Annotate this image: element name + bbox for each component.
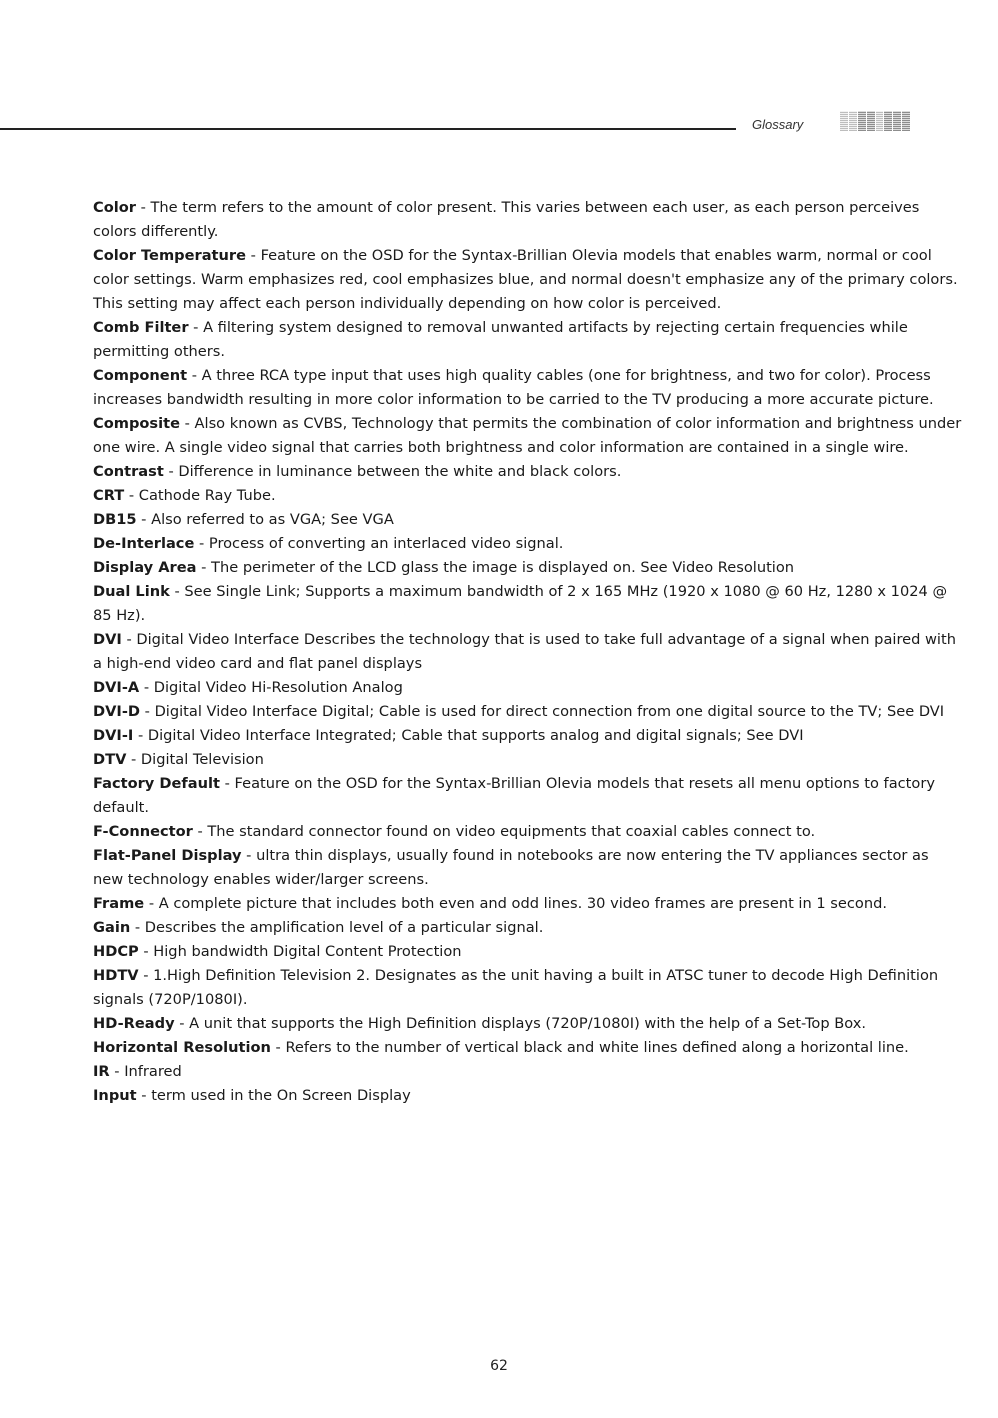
glossary-definition: ultra thin displays, usually found in notebooks are now entering the TV appliances sector as new technology enables wider/larger screens.	[93, 847, 929, 888]
page-number: 62	[490, 1358, 508, 1374]
glossary-definition: High bandwidth Digital Content Protection	[153, 943, 462, 960]
glossary-definition: Digital Video Interface Digital; Cable is used for direct connection from one digital source to the TV; See DVI	[154, 703, 945, 720]
glossary-term: Component	[93, 367, 188, 384]
glossary-entry: Color Temperature - Feature on the OSD for the Syntax-Brillian Olevia models that enables warm, normal or cool color settings. Warm emphasizes red, cool emphasizes blue, and normal doesn't emphasize any of the primary colors. This setting may affect each person individually depending on how color is perceived.	[93, 247, 958, 312]
glossary-term: Dual Link	[93, 583, 170, 600]
glossary-definition: Infrared	[124, 1063, 182, 1080]
glossary-entry: HD-Ready - A unit that supports the High Definition displays (720P/1080I) with the help of a Set-Top Box.	[93, 1015, 867, 1032]
glossary-entry: DVI-I - Digital Video Interface Integrated; Cable that supports analog and digital signals; See DVI	[93, 727, 804, 744]
section-title: Glossary	[752, 117, 804, 132]
glossary-entry: Frame - A complete picture that includes both even and odd lines. 30 video frames are present in 1 second.	[93, 895, 887, 912]
glossary-entry: Display Area - The perimeter of the LCD glass the image is displayed on. See Video Resolution	[93, 559, 795, 576]
glossary-term: Composite	[93, 415, 180, 432]
glossary-term: F-Connector	[93, 823, 193, 840]
glossary-definition: See Single Link; Supports a maximum bandwidth of 2 x 165 MHz (1920 x 1080 @ 60 Hz, 1280 x 1024 @ 85 Hz).	[93, 583, 948, 624]
glossary-definition: term used in the On Screen Display	[151, 1087, 411, 1104]
glossary-term: DVI-I	[93, 727, 134, 744]
glossary-entry: Component - A three RCA type input that uses high quality cables (one for brightness, and two for color). Process increases bandwidth resulting in more color information to be carried to the TV producing a more accurate picture.	[93, 367, 934, 408]
glossary-definition: Digital Video Interface Describes the technology that is used to take full advantage of a signal when paired with a high-end video card and flat panel displays	[93, 631, 956, 672]
glossary-term: DB15	[93, 511, 137, 528]
glossary-entry: De-Interlace - Process of converting an interlaced video signal.	[93, 535, 564, 552]
glossary-entry: DTV - Digital Television	[93, 751, 264, 768]
header-decoration	[840, 111, 910, 131]
glossary-term: DTV	[93, 751, 127, 768]
glossary-definition: Describes the amplification level of a particular signal.	[144, 919, 544, 936]
glossary-term: HDCP	[93, 943, 139, 960]
glossary-entry: DB15 - Also referred to as VGA; See VGA	[93, 511, 394, 528]
glossary-entry: Factory Default - Feature on the OSD for the Syntax-Brillian Olevia models that resets all menu options to factory default.	[93, 775, 935, 816]
glossary-entry: IR - Infrared	[93, 1063, 182, 1080]
glossary-term: Gain	[93, 919, 131, 936]
glossary-entry: F-Connector - The standard connector found on video equipments that coaxial cables connect to.	[93, 823, 816, 840]
glossary-entry: Comb Filter - A filtering system designed to removal unwanted artifacts by rejecting certain frequencies while permitting others.	[93, 319, 908, 360]
glossary-entry: DVI-D - Digital Video Interface Digital; Cable is used for direct connection from one digital source to the TV; See DVI	[93, 703, 945, 720]
glossary-entry: Input - term used in the On Screen Display	[93, 1087, 411, 1104]
glossary-definition: Difference in luminance between the white and black colors.	[178, 463, 622, 480]
glossary-definition: Process of converting an interlaced video signal.	[208, 535, 564, 552]
glossary-term: Color	[93, 199, 136, 216]
glossary-term: Contrast	[93, 463, 164, 480]
glossary-entry: Dual Link - See Single Link; Supports a maximum bandwidth of 2 x 165 MHz (1920 x 1080 @ 60 Hz, 1280 x 1024 @ 85 Hz).	[93, 583, 948, 624]
glossary-term: Flat-Panel Display	[93, 847, 242, 864]
glossary-definition: 1.High Definition Television 2. Designates as the unit having a built in ATSC tuner to decode High Definition signals (720P/1080I).	[93, 967, 939, 1008]
glossary-definition: Feature on the OSD for the Syntax-Brillian Olevia models that resets all menu options to factory default.	[93, 775, 935, 816]
glossary-term: Input	[93, 1087, 137, 1104]
glossary-term: De-Interlace	[93, 535, 195, 552]
glossary-term: HDTV	[93, 967, 139, 984]
glossary-definition: Also referred to as VGA; See VGA	[151, 511, 394, 528]
glossary-entry: Gain - Describes the amplification level of a particular signal.	[93, 919, 544, 936]
glossary-entry: Contrast - Difference in luminance between the white and black colors.	[93, 463, 622, 480]
glossary-definition: Digital Television	[140, 751, 264, 768]
glossary-entry: Color - The term refers to the amount of color present. This varies between each user, as each person perceives colors differently.	[93, 199, 920, 240]
glossary-definition: Feature on the OSD for the Syntax-Brillian Olevia models that enables warm, normal or cool color settings. Warm emphasizes red, cool emphasizes blue, and normal doesn't emphasize any of the primary colors. This setting may affect each person individually depending on how color is perceived.	[93, 247, 958, 312]
glossary-entry: DVI - Digital Video Interface Describes the technology that is used to take full advantage of a signal when paired with a high-end video card and flat panel displays	[93, 631, 956, 672]
glossary-definition: Also known as CVBS, Technology that permits the combination of color information and brightness under one wire. A single video signal that carries both brightness and color information are contained in a single wire.	[93, 415, 962, 456]
glossary-term: CRT	[93, 487, 125, 504]
glossary-entry: CRT - Cathode Ray Tube.	[93, 487, 276, 504]
glossary-entry: HDCP - High bandwidth Digital Content Protection	[93, 943, 462, 960]
glossary-term: Frame	[93, 895, 145, 912]
glossary-definition: The term refers to the amount of color present. This varies between each user, as each person perceives colors differently.	[93, 199, 920, 240]
glossary-definition: Cathode Ray Tube.	[138, 487, 276, 504]
glossary-list	[93, 196, 963, 1108]
glossary-term: DVI-D	[93, 703, 141, 720]
glossary-term: Comb Filter	[93, 319, 189, 336]
glossary-definition: A filtering system designed to removal unwanted artifacts by rejecting certain frequencies while permitting others.	[93, 319, 908, 360]
glossary-definition: A three RCA type input that uses high quality cables (one for brightness, and two for color). Process increases bandwidth resulting in more color information to be carried to the TV producing a more accurate picture.	[93, 367, 934, 408]
glossary-term: HD-Ready	[93, 1015, 175, 1032]
glossary-definition: Digital Video Hi-Resolution Analog	[153, 679, 403, 696]
glossary-definition: Digital Video Interface Integrated; Cable that supports analog and digital signals; See DVI	[147, 727, 804, 744]
glossary-term: Display Area	[93, 559, 197, 576]
glossary-term: IR	[93, 1063, 110, 1080]
glossary-definition: A complete picture that includes both even and odd lines. 30 video frames are present in 1 second.	[158, 895, 887, 912]
glossary-term: Horizontal Resolution	[93, 1039, 271, 1056]
glossary-entry: DVI-A - Digital Video Hi-Resolution Analog	[93, 679, 403, 696]
glossary-definition: The perimeter of the LCD glass the image is displayed on. See Video Resolution	[211, 559, 795, 576]
glossary-term: DVI	[93, 631, 122, 648]
glossary-entry: Composite - Also known as CVBS, Technology that permits the combination of color information and brightness under one wire. A single video signal that carries both brightness and color information are contained in a single wire.	[93, 415, 962, 456]
glossary-definition: Refers to the number of vertical black and white lines defined along a horizontal line.	[285, 1039, 909, 1056]
glossary-entry: HDTV - 1.High Definition Television 2. Designates as the unit having a built in ATSC tuner to decode High Definition signals (720P/1080I).	[93, 967, 939, 1008]
glossary-definition: The standard connector found on video equipments that coaxial cables connect to.	[207, 823, 816, 840]
glossary-definition: A unit that supports the High Definition displays (720P/1080I) with the help of a Set-Top Box.	[189, 1015, 867, 1032]
header-rule	[0, 128, 736, 130]
glossary-term: Color Temperature	[93, 247, 247, 264]
glossary-term: Factory Default	[93, 775, 220, 792]
glossary-entry: Flat-Panel Display - ultra thin displays, usually found in notebooks are now entering the TV appliances sector as new technology enables wider/larger screens.	[93, 847, 929, 888]
glossary-entry: Horizontal Resolution - Refers to the number of vertical black and white lines defined along a horizontal line.	[93, 1039, 909, 1056]
glossary-term: DVI-A	[93, 679, 140, 696]
